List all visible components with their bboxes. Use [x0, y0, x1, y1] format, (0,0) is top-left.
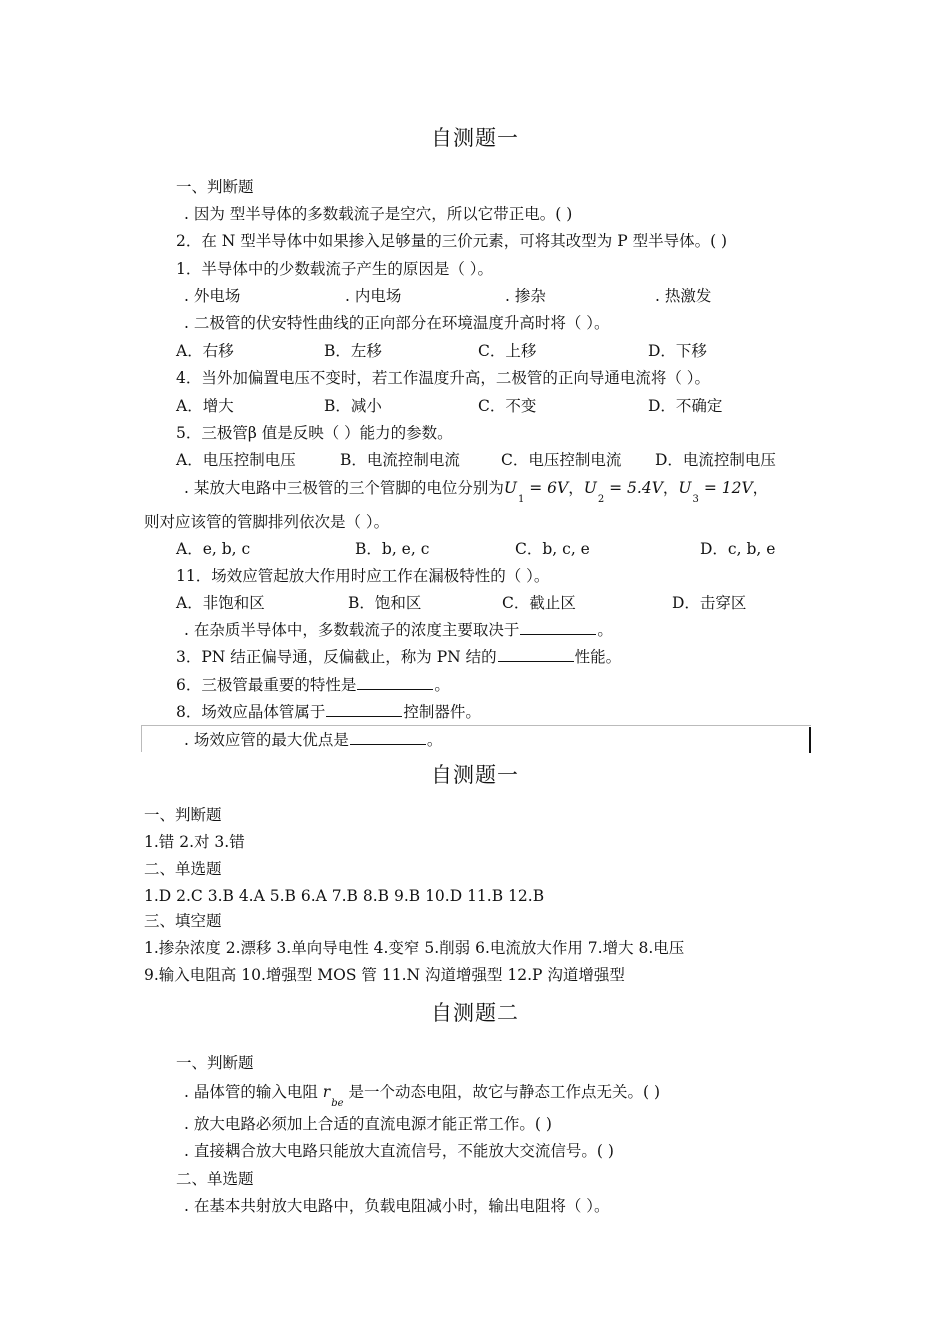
fill-question-5 [184, 730, 442, 750]
test1-question-4: . 二极管的伏安特性曲线的正向部分在环境温度升高时将（ ）。 [184, 314, 610, 332]
fill-1-end: 。 [597, 621, 613, 639]
test2-section-judgment: 一、判断题 [176, 1054, 254, 1072]
q3-option-c: . 掺杂 [505, 287, 546, 305]
q4-option-d: D．下移 [648, 342, 707, 360]
answers-choice: 1.D 2.C 3.B 4.A 5.B 6.A 7.B 8.B 9.B 10.D 11.B 12.B [144, 887, 545, 905]
q7-u2: U [583, 479, 597, 497]
q8-option-a: A．非饱和区 [176, 594, 265, 612]
q7-sub2: 2 [597, 494, 605, 505]
q7-u3: U [678, 479, 692, 497]
fill-blank-2[interactable] [498, 647, 574, 662]
q6-option-a: A．电压控制电压 [176, 451, 296, 469]
t2q1-sub: be [331, 1098, 344, 1109]
q7-value2: = 5.4V [609, 479, 663, 497]
q4-option-a: A．右移 [176, 342, 234, 360]
q7-option-a: A．e, b, c [176, 540, 251, 558]
test2-question-3: . 直接耦合放大电路只能放大直流信号，不能放大交流信号。( ) [184, 1142, 614, 1160]
q7-option-c: C．b, c, e [515, 540, 590, 558]
fill-4-text: 8．场效应晶体管属于 [176, 703, 326, 721]
test1-question-1: . 因为 型半导体的多数载流子是空穴，所以它带正电。( ) [184, 205, 573, 223]
q6-option-b: B．电流控制电流 [340, 451, 460, 469]
fill-5-end: 。 [426, 731, 443, 749]
fill-2-text: 3．PN 结正偏导通，反偏截止，称为 PN 结的 [176, 648, 497, 666]
q4-option-b: B．左移 [324, 342, 382, 360]
q7-value1: = 6V [529, 479, 569, 497]
right-border [809, 727, 811, 753]
q4-option-c: C．上移 [478, 342, 537, 360]
t2q1-r: r [322, 1083, 331, 1101]
page-break-line [141, 725, 811, 726]
q7-sub3: 3 [692, 494, 699, 505]
test2-question-4: . 在基本共射放大电路中，负载电阻减小时，输出电阻将（ ）。 [184, 1197, 610, 1215]
fill-blank-5[interactable] [350, 730, 426, 745]
answers-fill-line2: 9.输入电阻高 10.增强型 MOS 管 11.N 沟道增强型 12.P 沟道增强型 [144, 966, 625, 984]
fill-3-text: 6．三极管最重要的特性是 [176, 676, 357, 694]
fill-5-text: . 场效应管的最大优点是 [184, 731, 349, 749]
q7-comma2: ， [662, 479, 679, 497]
test1-question-5: 4．当外加偏置电压不变时，若工作温度升高，二极管的正向导通电流将（ ）。 [176, 369, 711, 387]
q3-option-d: . 热激发 [655, 287, 712, 305]
test1-question-3: 1．半导体中的少数载流子产生的原因是（ ）。 [176, 260, 494, 278]
left-border [141, 725, 142, 752]
q5-option-b: B．减小 [324, 397, 382, 415]
q5-option-d: D．不确定 [648, 397, 723, 415]
q3-option-a: . 外电场 [184, 287, 241, 305]
q7-comma1: ， [568, 479, 584, 497]
q5-option-c: C．不变 [478, 397, 537, 415]
q5-option-a: A．增大 [176, 397, 234, 415]
fill-question-3 [176, 675, 450, 695]
fill-4-end: 控制器件。 [403, 703, 481, 721]
test1-section-judgment: 一、判断题 [176, 178, 254, 196]
test2-question-2: . 放大电路必须加上合适的直流电源才能正常工作。( ) [184, 1115, 552, 1133]
answers-judgment: 1.错 2.对 3.错 [144, 833, 245, 851]
q7-comma3: ， [752, 479, 769, 497]
test2-section-choice: 二、单选题 [176, 1170, 254, 1188]
q7-option-b: B．b, e, c [355, 540, 430, 558]
q7-sub1: 1 [517, 494, 525, 505]
answers-fill-line1: 1.掺杂浓度 2.漂移 3.单向导电性 4.变窄 5.削弱 6.电流放大作用 7.增大 8.电压 [144, 939, 685, 957]
test2-question-1 [184, 1082, 661, 1109]
t2q1-text: . 晶体管的输入电阻 [184, 1083, 318, 1101]
q7-text: . 某放大电路中三极管的三个管脚的电位分别为 [184, 479, 504, 497]
test1-question-7-line2: 则对应该管的管脚排列依次是（ ）。 [144, 513, 390, 531]
test1-question-2: 2．在 N 型半导体中如果掺入足够量的三价元素，可将其改型为 P 型半导体。( ) [176, 232, 728, 250]
q7-u1: U [503, 479, 517, 497]
q6-option-d: D．电流控制电压 [655, 451, 776, 469]
test1-question-7 [184, 478, 769, 505]
fill-2-end: 性能。 [574, 648, 622, 666]
q6-option-c: C．电压控制电流 [501, 451, 622, 469]
answers-section-judgment: 一、判断题 [144, 806, 222, 824]
fill-1-text: . 在杂质半导体中，多数载流子的浓度主要取决于 [184, 621, 520, 639]
q7-option-d: D．c, b, e [700, 540, 776, 558]
q8-option-d: D．击穿区 [672, 594, 747, 612]
fill-question-1 [184, 620, 613, 640]
answers-section-fill: 三、填空题 [144, 912, 222, 930]
answers-title: 自测题一 [431, 763, 519, 787]
test1-question-8: 11．场效应管起放大作用时应工作在漏极特性的（ ）。 [176, 567, 550, 585]
fill-blank-4[interactable] [326, 702, 402, 717]
t2q1-end: 是一个动态电阻，故它与静态工作点无关。( ) [348, 1083, 661, 1101]
q7-value3: = 12V [703, 479, 753, 497]
fill-blank-3[interactable] [357, 675, 433, 690]
q8-option-c: C．截止区 [502, 594, 576, 612]
test2-title: 自测题二 [431, 1001, 519, 1025]
fill-question-4 [176, 702, 481, 722]
q3-option-b: . 内电场 [345, 287, 402, 305]
q8-option-b: B．饱和区 [348, 594, 422, 612]
fill-blank-1[interactable] [520, 620, 596, 635]
answers-section-choice: 二、单选题 [144, 860, 222, 878]
test1-question-6: 5．三极管β 值是反映（ ）能力的参数。 [176, 424, 453, 442]
fill-3-end: 。 [434, 676, 450, 694]
test1-title: 自测题一 [431, 126, 519, 150]
fill-question-2 [176, 647, 621, 667]
